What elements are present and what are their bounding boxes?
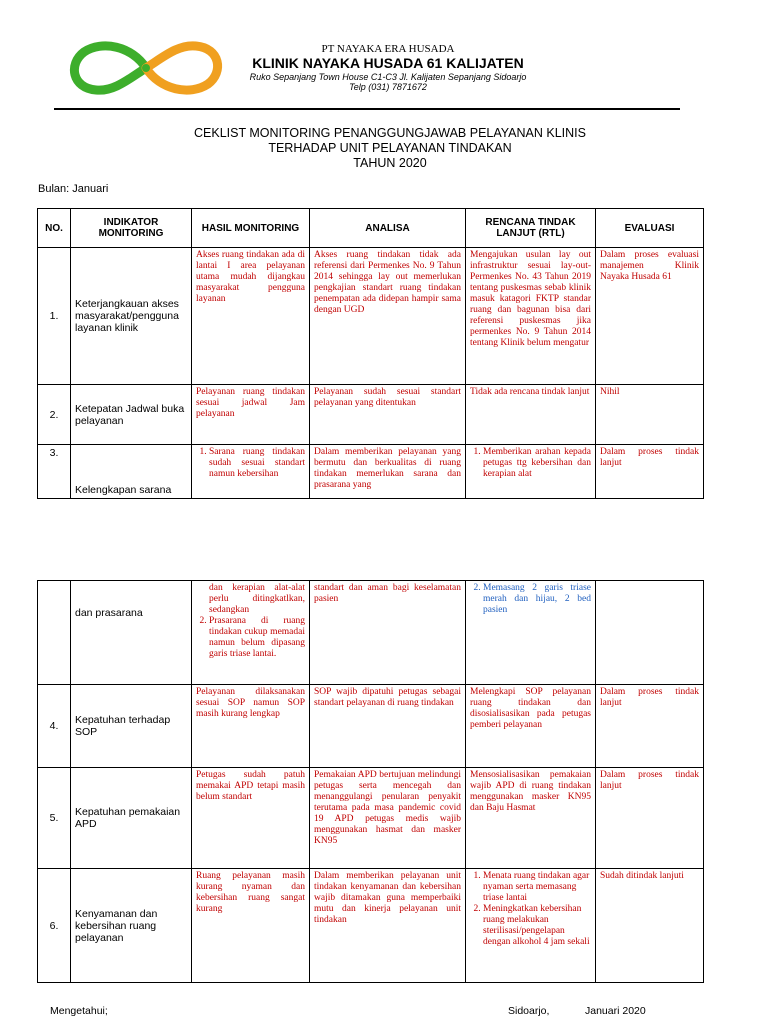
row-indicator: Kepatuhan terhadap SOP [71,685,192,768]
row-rtl: Mensosialisasikan pemakaian wajib APD di ruang tindakan menggunakan masker KN95 dan Baju Hasmat [466,768,596,869]
header-divider [54,108,680,110]
row-evaluasi: Dalam proses evaluasi manajemen Klinik Nayaka Husada 61 [596,248,704,385]
table-row [38,869,704,983]
row-rtl [466,581,596,685]
row-hasil: Ruang pelayanan masih kurang nyaman dan kebersihan ruang sangat kurang [192,869,310,983]
row-rtl [466,445,596,499]
rtl-item: 2. Memasang 2 garis triase merah dan hijau, 2 bed pasien [483,583,591,616]
row-evaluasi: Sudah ditindak lanjuti [596,869,704,983]
row-analisa: Akses ruang tindakan tidak ada referensi dari Permenkes No. 9 Tahun 2014 sehingga lay out memerlukan pengkajian standart ruang tindakan penempatan ada didepan hampir sama dengan UGD [310,248,466,385]
row-indicator: Ketepatan Jadwal buka pelayanan [71,385,192,445]
hasil-item: 2. Prasarana di ruang tindakan cukup memadai namun belum dipasang garis triase lantai. [209,616,305,660]
row-indicator: Kelengkapan sarana [71,445,192,499]
hasil-item: 1. Sarana ruang tindakan sudah sesuai standart namun kebersihan [209,447,305,480]
document-title-line1: CEKLIST MONITORING PENANGGUNGJAWAB PELAYANAN KLINIS [194,126,586,140]
row-indicator: dan prasarana [71,581,192,685]
clinic-logo-icon [62,38,230,98]
table-row [38,248,704,385]
row-number: 2. [38,385,71,445]
row-evaluasi: Dalam proses tindak lanjut [596,768,704,869]
row-number: 4. [38,685,71,768]
hasil-continuation: dan kerapian alat-alat perlu ditingkatlkan, sedangkan [209,583,305,615]
row-evaluasi: Nihil [596,385,704,445]
row-number [38,581,71,685]
row-evaluasi [596,581,704,685]
row-indicator: Keterjangkauan akses masyarakat/pengguna layanan klinik [71,248,192,385]
row-analisa: Pemakaian APD bertujuan melindungi petugas serta mencegah dan menanggulangi penularan penyakit terutama pada masa pandemic covid 19 APD petugas medis wajib menggunakan hasmat dan masker KN95 [310,768,466,869]
row-hasil: Pelayanan dilaksanakan sesuai SOP namun SOP masih kurang lengkap [192,685,310,768]
row-rtl: Mengajukan usulan lay out infrastruktur sesuai lay-out-Permenkes No. 43 Tahun 2019 tentang puskesmas sebab klinik masuk katagori FKTP standar ruang dan bagunan bisa dari referensi puskesmas jika permenkes No. 9 Tahun 2014 tentang Klinik belum mengatur [466,248,596,385]
col-header-evaluasi: EVALUASI [596,209,704,248]
col-header-hasil: HASIL MONITORING [192,209,310,248]
row-rtl: Tidak ada rencana tindak lanjut [466,385,596,445]
document-title-line3: TAHUN 2020 [353,156,427,170]
footer-date: Januari 2020 [585,1005,646,1017]
row-indicator: Kenyamanan dan kebersihan ruang pelayanan [71,869,192,983]
rtl-item: 1. Memberikan arahan kepada petugas ttg kebersihan dan kerapian alat [483,447,591,480]
monitoring-table-page1 [37,208,704,499]
row-evaluasi: Dalam proses tindak lanjut [596,685,704,768]
row-analisa: Pelayanan sudah sesuai standart pelayanan yang ditentukan [310,385,466,445]
table-row [38,445,704,499]
table-row [38,385,704,445]
row-evaluasi: Dalam proses tindak lanjut [596,445,704,499]
col-header-no: NO. [38,209,71,248]
footer-acknowledged: Mengetahui; [50,1005,108,1017]
col-header-analisa: ANALISA [310,209,466,248]
row-analisa: Dalam memberikan pelayanan yang bermutu dan berkualitas di ruang tindakan memerlukan sarana dan prasarana yang [310,445,466,499]
row-analisa: standart dan aman bagi keselamatan pasien [310,581,466,685]
rtl-item: 1. Menata ruang tindakan agar nyaman serta memasang triase lantai [483,871,591,904]
footer-place: Sidoarjo, [508,1005,550,1017]
table-row [38,581,704,685]
row-analisa: Dalam memberikan pelayanan unit tindakan kenyamanan dan kebersihan wajib ditamakan guna memperbaiki mutu dan kinerja pelayanan unit tindakan [310,869,466,983]
col-header-rtl: RENCANA TINDAK LANJUT (RTL) [466,209,596,248]
company-name: PT NAYAKA ERA HUSADA [321,43,455,55]
row-hasil [192,581,310,685]
row-indicator: Kepatuhan pemakaian APD [71,768,192,869]
clinic-phone: Telp (031) 7871672 [349,82,427,92]
table-row [38,768,704,869]
row-hasil: Petugas sudah patuh memakai APD tetapi masih belum standart [192,768,310,869]
document-title-line2: TERHADAP UNIT PELAYANAN TINDAKAN [268,141,512,155]
row-hasil [192,445,310,499]
row-rtl: Melengkapi SOP pelayanan ruang tindakan dan disosialisasikan pada petugas pemberi pelayanan [466,685,596,768]
clinic-address: Ruko Sepanjang Town House C1-C3 Jl. Kalijaten Sepanjang Sidoarjo [249,72,527,82]
row-hasil: Akses ruang tindakan ada di lantai I area pelayanan utama mudah dijangkau masyarakat pengguna layanan [192,248,310,385]
table-header-row [38,209,704,248]
row-number: 1. [38,248,71,385]
clinic-name: KLINIK NAYAKA HUSADA 61 KALIJATEN [252,55,524,71]
table-row [38,685,704,768]
row-hasil: Pelayanan ruang tindakan sesuai jadwal Jam pelayanan [192,385,310,445]
row-number: 5. [38,768,71,869]
row-number: 3. [38,445,71,499]
col-header-indikator: INDIKATOR MONITORING [71,209,192,248]
row-analisa: SOP wajib dipatuhi petugas sebagai standart pelayanan di ruang tindakan [310,685,466,768]
monitoring-table-page2 [37,580,704,983]
month-label: Bulan: Januari [38,183,109,195]
row-number: 6. [38,869,71,983]
row-rtl [466,869,596,983]
rtl-item: 2. Meningkatkan kebersihan ruang melakukan sterilisasi/pengelapan dengan alkohol 4 jam sekali [483,904,591,948]
